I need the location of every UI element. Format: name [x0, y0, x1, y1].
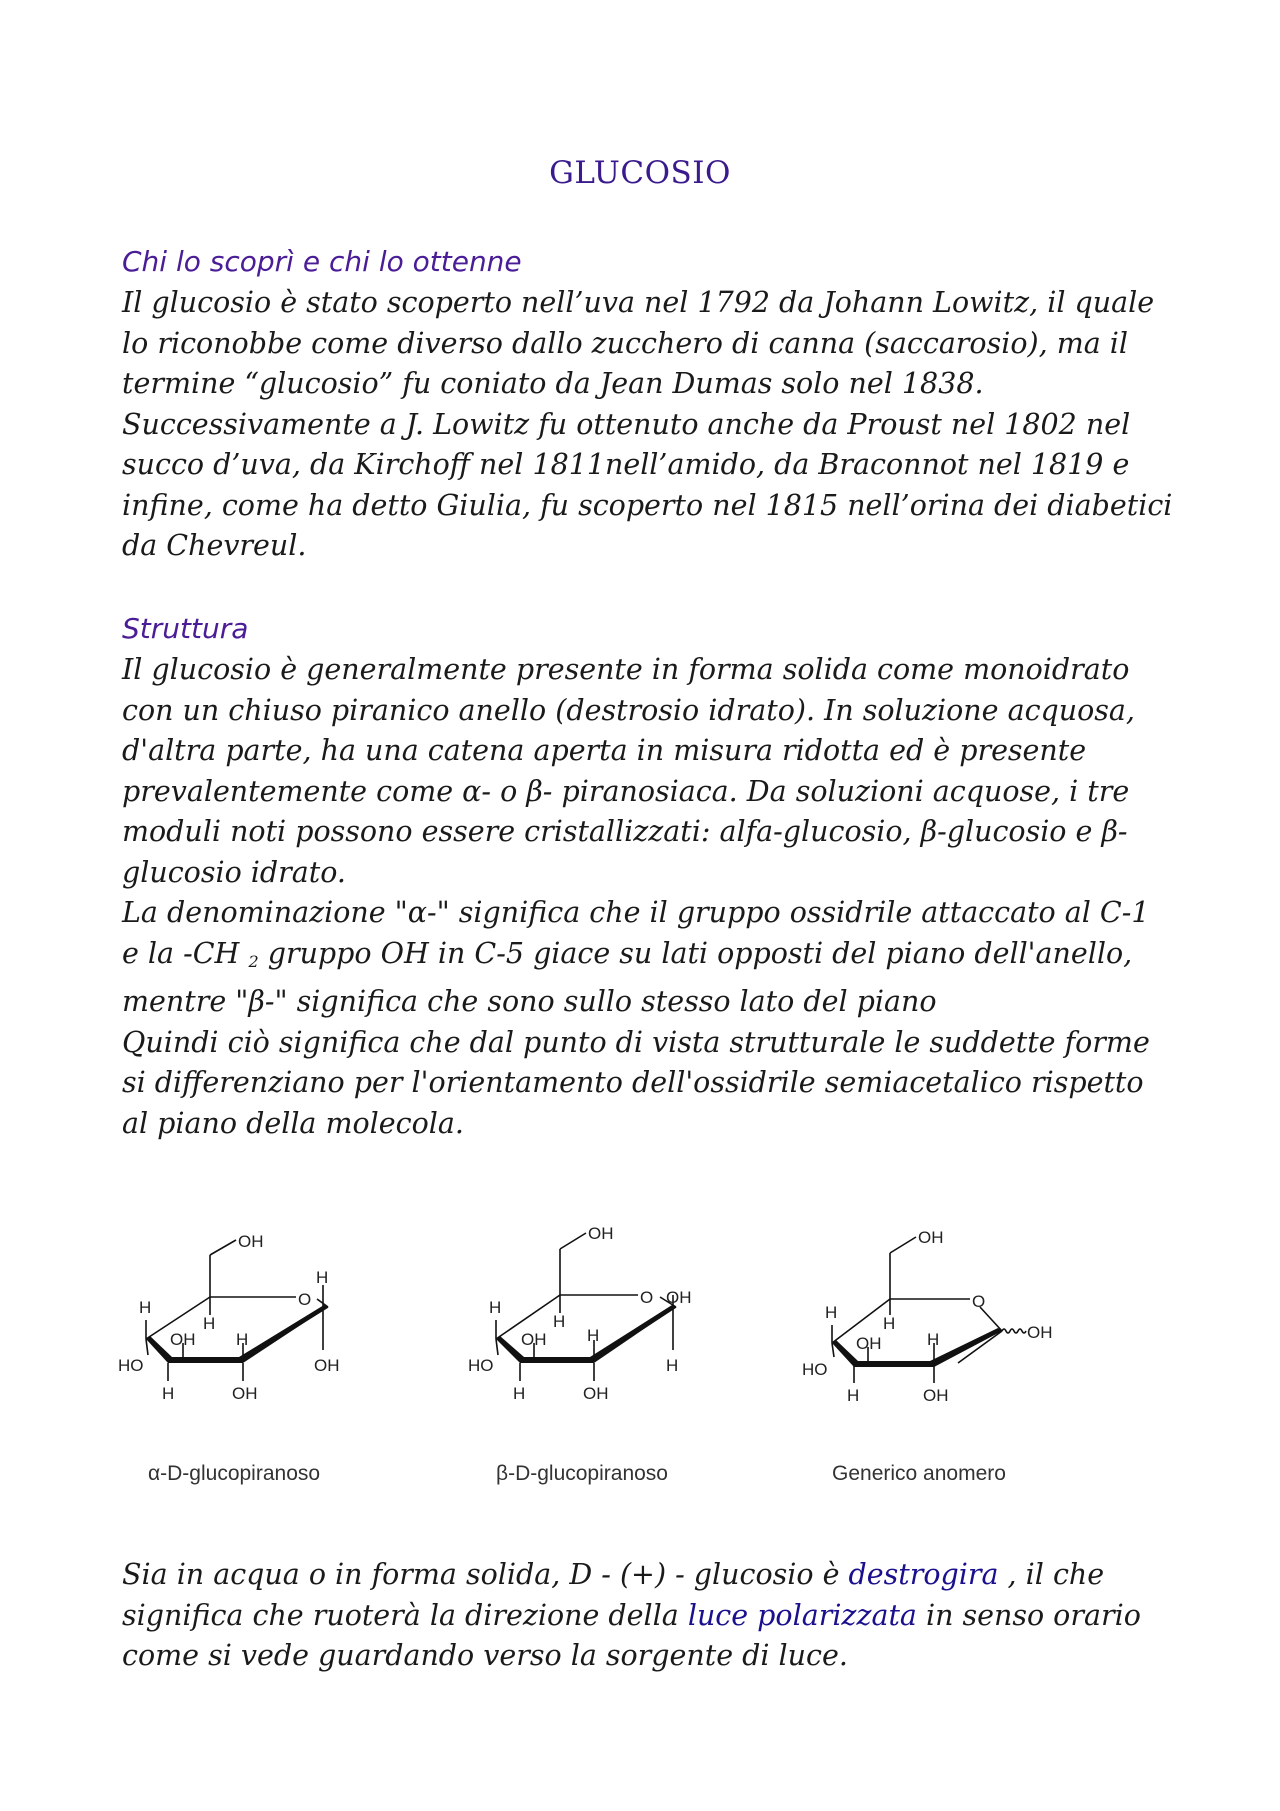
figure-caption: Generico anomero	[832, 1462, 1006, 1485]
atom-label: OH	[856, 1334, 882, 1353]
atom-label: OH	[1027, 1323, 1053, 1342]
atom-label: H	[666, 1356, 679, 1375]
text-fragment: significa che ruoterà la direzione della	[122, 1598, 688, 1632]
atom-label: H	[162, 1384, 175, 1403]
atom-label: O	[640, 1288, 654, 1307]
atom-label: O	[298, 1290, 312, 1309]
text-line: succo d’uva, da Kirchoff nel 1811nell’amido, da Braconnot nel 1819 e	[122, 448, 1130, 481]
atom-label: OH	[923, 1386, 949, 1405]
atom-label: H	[825, 1303, 838, 1322]
text-line: si differenziano per l'orientamento dell'ossidrile semiacetalico rispetto	[122, 1066, 1144, 1099]
section-heading-discovery: Chi lo scoprì e chi lo ottenne	[122, 245, 522, 278]
atom-label: H	[489, 1298, 502, 1317]
atom-label: H	[553, 1312, 566, 1331]
text-line: glucosio idrato.	[122, 855, 346, 889]
text-line: La denominazione "α-" significa che il gruppo ossidrile attaccato al C-1	[122, 896, 1150, 929]
text-line: con un chiuso piranico anello (destrosio idrato). In soluzione acquosa,	[122, 693, 1135, 727]
atom-label: HO	[468, 1356, 494, 1375]
atom-label: OH	[314, 1356, 340, 1375]
text-line: infine, come ha detto Giulia, fu scoperto nel 1815 nell’orina dei diabetici	[122, 488, 1173, 522]
text-line	[122, 1596, 1172, 1637]
atom-label: OH	[666, 1288, 692, 1307]
text-fragment: e la -CH	[122, 936, 249, 970]
figure-caption: α-D-glucopiranoso	[148, 1462, 321, 1485]
atom-label: HO	[118, 1356, 144, 1375]
atom-label: OH	[238, 1232, 264, 1251]
atom-label: H	[587, 1326, 600, 1345]
text-line: prevalentemente come α- o β- piranosiaca. Da soluzioni acquose, i tre	[122, 774, 1130, 808]
text-line: moduli noti possono essere cristallizzati: alfa-glucosio, β-glucosio e β-	[122, 815, 1128, 848]
text-line: lo riconobbe come diverso dallo zucchero di canna (saccarosio), ma il	[122, 326, 1129, 360]
text-line: mentre "β-" significa che sono sullo stesso lato del piano	[122, 985, 937, 1018]
subscript: 2	[248, 951, 259, 971]
text-line: da Chevreul.	[122, 529, 307, 562]
section-heading-structure: Struttura	[122, 612, 249, 645]
atom-label: OH	[588, 1224, 614, 1243]
text-line	[122, 1555, 1172, 1596]
beta-glucopyranose-structure	[468, 1215, 708, 1445]
atom-label: OH	[521, 1330, 547, 1349]
atom-label: H	[316, 1268, 329, 1287]
atom-label: O	[972, 1292, 986, 1311]
page-title: GLUCOSIO	[549, 155, 731, 191]
text-line: al piano della molecola.	[122, 1106, 464, 1140]
text-fragment: in senso orario	[916, 1598, 1141, 1632]
structure-paragraph	[122, 650, 1172, 1144]
atom-label: HO	[802, 1360, 828, 1379]
closing-paragraph	[122, 1555, 1172, 1677]
atom-label: OH	[232, 1384, 258, 1403]
text-line: Quindi ciò significa che dal punto di vista strutturale le suddette forme	[122, 1025, 1150, 1059]
text-line: Il glucosio è stato scoperto nell’uva nel 1792 da Johann Lowitz, il quale	[122, 286, 1155, 319]
atom-label: H	[513, 1384, 526, 1403]
text-line: termine “glucosio” fu coniato da Jean Dumas solo nel 1838.	[122, 367, 984, 400]
atom-label: H	[883, 1314, 896, 1333]
atom-label: OH	[918, 1228, 944, 1247]
text-line	[122, 934, 1172, 983]
discovery-paragraph	[122, 283, 1172, 567]
text-line: d'altra parte, ha una catena aperta in misura ridotta ed è presente	[122, 734, 1087, 767]
text-line: Il glucosio è generalmente presente in forma solida come monoidrato	[122, 653, 1130, 686]
destrogira-link[interactable]: destrogira	[848, 1558, 999, 1591]
alpha-glucopyranose-structure	[118, 1215, 358, 1445]
generic-anomer-structure	[798, 1215, 1078, 1445]
text-fragment: , il che	[998, 1558, 1105, 1591]
atom-label: H	[927, 1330, 940, 1349]
atom-label: H	[236, 1330, 249, 1349]
polarized-light-link[interactable]: luce polarizzata	[687, 1598, 917, 1632]
text-line: come si vede guardando verso la sorgente di luce.	[122, 1639, 848, 1672]
atom-label: OH	[170, 1330, 196, 1349]
text-fragment: Sia in acqua o in forma solida, D - (+) - glucosio è	[122, 1558, 849, 1591]
figure-caption: β-D-glucopiranoso	[496, 1462, 668, 1485]
text-line: Successivamente a J. Lowitz fu ottenuto anche da Proust nel 1802 nel	[122, 407, 1131, 441]
atom-label: OH	[583, 1384, 609, 1403]
atom-label: H	[203, 1314, 216, 1333]
atom-label: H	[847, 1386, 860, 1405]
atom-label: H	[139, 1298, 152, 1317]
text-fragment: gruppo OH in C-5 giace su lati opposti del piano dell'anello,	[258, 936, 1133, 970]
